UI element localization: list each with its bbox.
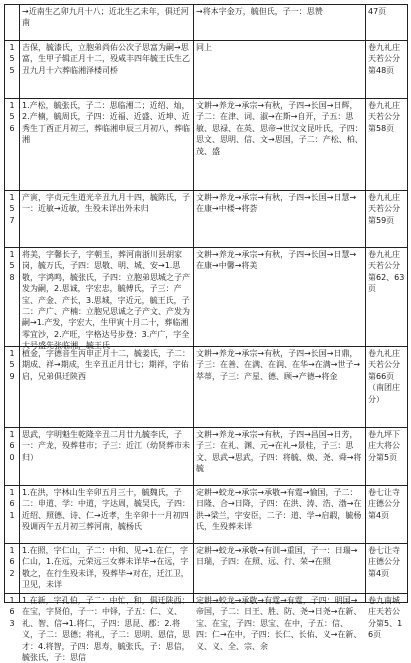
source-reference: 卷九礼庄天若公分第59页	[366, 191, 408, 248]
lineage-chain: 文耕→养龙→承宗→有秋，子四→长国→日慧→在康→中馨→将美	[194, 248, 366, 347]
lineage-chain: 同上	[194, 41, 366, 99]
lineage-description: 1.在照，字仁山，子二：中和、见→1.在仁，字仁山，1.在远，元荣远三女葬未详毕→在远，字敬之，在行生殁未详，殁葬毕→对在，迁江卫，卫见，未详	[20, 544, 194, 594]
row-number: 160	[5, 428, 20, 486]
row-number: 161	[5, 486, 20, 544]
table-row	[5, 486, 408, 544]
lineage-chain: →将本字金万，毓但氏，子一：思赞	[194, 5, 366, 41]
source-reference: 卷九礼庄天若公分第66页（南团庄分）	[366, 347, 408, 428]
source-reference: 卷九礼庄天若公分第58页	[366, 99, 408, 191]
row-number: 156	[5, 99, 20, 191]
source-reference: 47页	[366, 5, 408, 41]
lineage-description: 1.产松，毓张氏，子二：思临湘二；近绍、灿，2.产楠，毓周氏，子四：近福、近盛、近坤、近秀生丁酉正月初三，葬临湘申辰三月初八，葬临湘	[20, 99, 194, 191]
lineage-chain: 文耕→养龙→承宗→有秋，子四→长国→日慧→在康→中楼→将荟	[194, 191, 366, 248]
row-number: 163	[5, 594, 20, 603]
source-reference: 卷九坪下庄大将公分第5页	[366, 428, 408, 486]
row-number: 159	[5, 347, 20, 428]
table-body	[5, 5, 408, 663]
lineage-description: 将美，字馨长子，字朝玉，葬河南浙川县胡家岗，毓万氏，子四：思敬、明、城、安→1.思敬，字鸿鸣，毓张氏，子四：立胞弟思城之子产发为嗣，2.思诚，字宏忠，毓傅氏，子三：产宝、产金、产长，3.思城，字近元，毓王氏，子二：产广、产楠：立胞兄思诚之子产文、产发为嗣→1.产发，字宏大，生甲寅十月二十，葬临湘零宜沙，2.产旺，字格达号步登：3.产广，字全大号盛先张临湘，毓王氏	[20, 248, 194, 347]
lineage-chain: 文耕→养龙→承宗→有秋，子四→昌国→日芳，子三：在礼、渊、元→在礼→景桂，子三：思文、思武→思武，子四：将毓、焕、尧、舜→将毓	[194, 428, 366, 486]
lineage-description: 1.在洪，字林山生辛卯五月三十，毓魏氏，子二：申道、学：中道，字达周，毓吴氏，子四：近绍、照德、诗、仁→近孝，生辛卯十一月初四殁调丙午五月初三葬河南，毓杨氏	[20, 486, 194, 544]
lineage-chain: 文耕→养龙→承宗→有秋，子四→长国→日辉，子二：在津、词、淑→在斯→自开，子五：思敏、思禄、在英、思帝→世汉文昆叶氏，子四：思文、思明、信、文→思国，子二：产松、柏、茂、盛	[194, 99, 366, 191]
lineage-chain: 定耕→蛟龙→承敬→有训→重国，子一：日瑞→日瑞，子四：在照、远、行、荣→在照	[194, 544, 366, 594]
source-reference: 卷九礼庄天若公分第48页	[366, 41, 408, 99]
table-row	[5, 248, 408, 347]
table-row	[5, 594, 408, 603]
source-reference: 卷九礼庄天若公分第62、63页	[366, 248, 408, 347]
genealogy-table	[4, 4, 408, 663]
lineage-description: 思武，字明魁生乾隆辛丑二月廿九毓李氏，子一：产龙，殁葬巷市；子三：近江（幼贤葬市未归）	[20, 428, 194, 486]
source-reference: 卷七让寺庄德公分第4页	[366, 486, 408, 544]
row-number	[5, 5, 20, 41]
table-row	[5, 347, 408, 428]
lineage-description: →近南生乙卯九月十八；近北生乙未年，俱迁河南	[20, 5, 194, 41]
row-number: 162	[5, 544, 20, 594]
row-number: 158	[5, 248, 20, 347]
lineage-description: 1.在新，字孔伯，子二：中忙、和，俱迁陕西；在宝，字贤伯，子一：中铎，子五：仁、义、礼、智、信→1.将仁，子四：思昆、郡：2.将义，子二：思德；将礼，子二：思明、恩信，思才：4.将智，子四：思寿，毓张氏，子：思信，毓张氏，子：思信	[20, 594, 194, 603]
lineage-chain: 文耕→养龙→承宗→有秋，子四→长国→日鼎，子三：在善、在满、在润、在华→在满→世子→萃蒂，子三：产星、德、顾→产德→将金	[194, 347, 366, 428]
source-reference: 卷九南城庄天若公分第5、16页	[366, 594, 408, 603]
lineage-chain: 定耕→蛟龙→承宗→承敬→有霆→愉国，子二：日隆、合→日降，子四：在洪、涛、浩、渤→在洪→梁兰，字安臣，二子：道、学→启嘏，毓杨氏，生殁葬未详	[194, 486, 366, 544]
row-number: 155	[5, 41, 20, 99]
lineage-chain: 定耕→蛟龙→承敬→有霆→有霆，子四：明国→帝国，子二：日王、胜、防、尧→日尧→在新、宝、在宝，子四：思宝、在中，子五：信、四：仁→在中，子四：长仁、长佑、义→在新、义、义、全、宗、余	[194, 594, 366, 603]
source-reference: 卷七让寺庄德公分第4页	[366, 544, 408, 594]
lineage-description: 吉保，毓漆氏，立胞弟尚佑公次子思富为嗣→思富，生甲子辑正月十二，殁咸丰四年毓王氏生乙丑九月十六葬临湘泽楼司桥	[20, 41, 194, 99]
row-number: 157	[5, 191, 20, 248]
table-row	[5, 41, 408, 99]
table-row	[5, 5, 408, 41]
lineage-description: 植金，字德音生丙申正月十二，毓姜氏，子二：期成、祥→期成，生辛丑正月廿七；期祥，字佑启，兄弟俱迁陕西	[20, 347, 194, 428]
table-row	[5, 544, 408, 594]
table-row	[5, 99, 408, 191]
table-row	[5, 428, 408, 486]
lineage-description: 产寅，字贞元生道光辛丑九月十四，毓陈氏，子一：近敏→近敏，生殁未详出外未归	[20, 191, 194, 248]
table-row	[5, 191, 408, 248]
